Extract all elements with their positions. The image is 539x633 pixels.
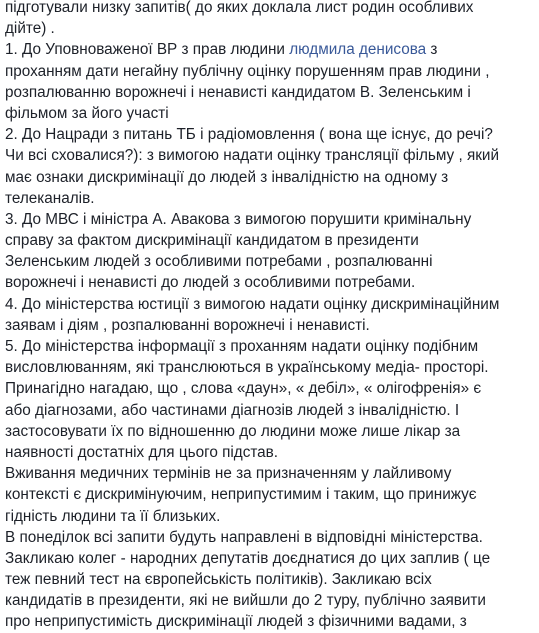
text-line: Зеленським людей з особливими потребами , розпалюванні bbox=[5, 253, 433, 271]
text-line: 4. До міністерства юстиції з вимогою надати оцінку дискримінаційним bbox=[5, 295, 500, 313]
text-line: телеканалів. bbox=[5, 189, 95, 207]
text-line: висловлюванням, які транслюються в українському медіа- просторі. bbox=[5, 359, 489, 377]
text-line: дійте) . bbox=[5, 20, 55, 38]
text-line: Вживання медичних термінів не за призначенням у лайливому bbox=[5, 465, 452, 483]
text-line: має ознаки дискримінації до людей з інвалідністю на одному з bbox=[5, 168, 449, 186]
text-line: Принагідно нагадаю, що , слова «даун», « дебіл», « олігофренія» є bbox=[5, 380, 482, 398]
text-line: контексті є дискримінуючим, неприпустимим і таким, що принижує bbox=[5, 486, 477, 504]
text-line: Закликаю колег - народних депутатів доєднатися до цих заплив ( це bbox=[5, 549, 491, 567]
mention-link[interactable]: людмила денисова bbox=[289, 41, 427, 59]
text-line: теж певний тест на європейськість політиків). Закликаю всіх bbox=[5, 571, 432, 589]
text-line: Чи всі сховалися?): з вимогою надати оцінку трансляції фільму , який bbox=[5, 147, 500, 165]
text-line: заявам і діям , розпалюванні ворожнечі і ненависті. bbox=[5, 316, 370, 334]
text-line: фільмом за його участі bbox=[5, 104, 169, 122]
text-line: 2. До Нацради з питань ТБ і радіомовлення ( вона ще існує, до речі? bbox=[5, 126, 493, 144]
text-segment: 1. До Уповноваженої ВР з прав людини bbox=[5, 41, 290, 59]
text-line: наявності достатніх для цього підстав. bbox=[5, 443, 279, 461]
text-line: застосовувати їх по відношенню до людини може лише лікар за bbox=[5, 422, 461, 440]
text-line: ворожнечі і ненависті до людей з особливими потребами. bbox=[5, 274, 416, 292]
text-line: про неприпустимість дискримінації людей з фізичними вадами, з bbox=[5, 613, 467, 631]
text-line-with-mention bbox=[5, 39, 535, 60]
text-line: підготували низку запитів( до яких доклала лист родин особливих bbox=[5, 0, 474, 16]
text-line: 3. До МВС і міністра А. Авакова з вимогою порушити кримінальну bbox=[5, 210, 472, 228]
text-line: справу за фактом дискримінації кандидатом в президенти bbox=[5, 232, 419, 250]
text-line: кандидатів в президенти, які не вийшли до 2 туру, публічно заявити bbox=[5, 592, 486, 610]
text-segment: з bbox=[426, 41, 438, 59]
post-body-text bbox=[5, 0, 535, 633]
text-line: проханням дати негайну публічну оцінку порушенням прав людини , bbox=[5, 62, 490, 80]
text-line: В понеділок всі запити будуть направлені в відповідні міністерства. bbox=[5, 528, 483, 546]
text-line: розпалюванню ворожнечі і ненависті кандидатом В. Зеленським і bbox=[5, 83, 471, 101]
text-line: гідність людини та її близьких. bbox=[5, 507, 221, 525]
text-line: 5. До міністерства інформації з проханням надати оцінку подібним bbox=[5, 338, 479, 355]
text-line: або діагнозами, або частинами діагнозів людей з інвалідністю. І bbox=[5, 401, 460, 419]
